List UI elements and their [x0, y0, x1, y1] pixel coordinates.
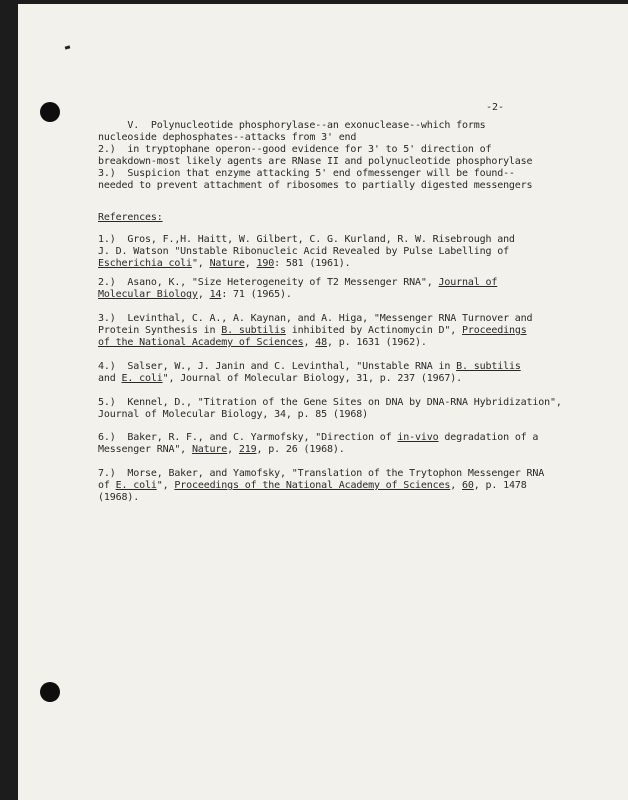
- reference-entry: [98, 361, 521, 385]
- reference-entry: [98, 313, 532, 349]
- reference-text: Messenger RNA",: [98, 444, 192, 455]
- reference-text: , p. 1631 (1962).: [326, 337, 427, 348]
- reference-line: [98, 337, 532, 349]
- reference-text: 5.) Kennel, D., "Titration of the Gene Sites on DNA by DNA-RNA Hybridization",: [98, 397, 562, 408]
- reference-line: [98, 361, 521, 373]
- reference-line: [98, 246, 515, 258]
- reference-text: ,: [303, 337, 316, 348]
- reference-entry: [98, 397, 562, 421]
- reference-entry: [98, 432, 538, 456]
- reference-line: [98, 409, 562, 421]
- reference-text: ", Journal of Molecular Biology, 31, p. 237 (1967).: [162, 373, 462, 384]
- reference-text: Protein Synthesis in: [98, 325, 222, 336]
- reference-text: 1.) Gros, F.,H. Haitt, W. Gilbert, C. G. Kurland, R. W. Risebrough and: [98, 234, 515, 245]
- underlined-text: E. coli: [115, 480, 157, 491]
- reference-line: [98, 258, 515, 270]
- reference-line: [98, 234, 515, 246]
- ink-speck: [65, 45, 71, 49]
- reference-text: 2.) Asano, K., "Size Heterogeneity of T2 Messenger RNA",: [98, 277, 439, 288]
- page-number: -2-: [486, 102, 505, 113]
- underlined-text: B. subtilis: [221, 325, 286, 336]
- note-line: 3.) Suspicion that enzyme attacking 5' end ofmessenger will be found--: [98, 168, 515, 179]
- reference-text: , p. 1478: [473, 480, 527, 491]
- reference-text: ",: [156, 480, 175, 491]
- references-heading: References:: [98, 212, 163, 223]
- reference-entry: [98, 277, 497, 301]
- reference-line: [98, 480, 544, 492]
- underlined-text: B. subtilis: [456, 361, 521, 372]
- reference-text: 6.) Baker, R. F., and C. Yarmofsky, "Direction of: [98, 432, 398, 443]
- reference-text: (1968).: [98, 492, 140, 503]
- underlined-text: 60: [462, 480, 474, 491]
- note-line: breakdown-most likely agents are RNase II and polynucleotide phosphorylase: [98, 156, 533, 167]
- reference-line: [98, 373, 521, 385]
- underlined-text: Nature: [191, 444, 228, 455]
- reference-text: : 71 (1965).: [221, 289, 292, 300]
- reference-line: [98, 468, 544, 480]
- reference-line: [98, 313, 532, 325]
- reference-entry: [98, 234, 515, 270]
- reference-line: [98, 432, 538, 444]
- reference-text: 4.) Salser, W., J. Janin and C. Levinthal, "Unstable RNA in: [98, 361, 457, 372]
- underlined-text: Proceedings: [461, 325, 527, 336]
- underlined-text: Journal of: [438, 277, 498, 288]
- reference-line: [98, 397, 562, 409]
- note-line: V. Polynucleotide phosphorylase--an exonuclease--which forms: [98, 120, 486, 131]
- reference-text: 3.) Levinthal, C. A., A. Kaynan, and A. Higa, "Messenger RNA Turnover and: [98, 313, 533, 324]
- notes-block: [98, 120, 532, 192]
- underlined-text: Molecular Biology: [98, 289, 198, 300]
- reference-entry: [98, 468, 544, 504]
- underlined-text: Escherichia coli: [98, 258, 192, 269]
- reference-text: : 581 (1961).: [274, 258, 351, 269]
- reference-text: of: [98, 480, 116, 491]
- reference-text: inhibited by Actinomycin D",: [285, 325, 462, 336]
- reference-text: ,: [244, 258, 257, 269]
- reference-line: [98, 492, 544, 504]
- note-line: needed to prevent attachment of ribosomes to partially digested messengers: [98, 180, 533, 191]
- reference-text: and: [98, 373, 122, 384]
- reference-line: [98, 277, 497, 289]
- underlined-text: E. coli: [121, 373, 163, 384]
- document-page: [18, 4, 628, 800]
- reference-text: Journal of Molecular Biology, 34, p. 85 (1968): [98, 409, 369, 420]
- underlined-text: 190: [256, 258, 275, 269]
- reference-line: [98, 444, 538, 456]
- underlined-text: Nature: [209, 258, 245, 269]
- note-line: nucleoside dephosphates--attacks from 3' end: [98, 132, 357, 143]
- reference-text: ",: [191, 258, 210, 269]
- reference-text: ,: [197, 289, 210, 300]
- reference-text: 7.) Morse, Baker, and Yamofsky, "Translation of the Trytophon Messenger RNA: [98, 468, 545, 479]
- underlined-text: 219: [238, 444, 257, 455]
- punch-hole-top: [40, 102, 60, 122]
- underlined-text: 48: [315, 337, 327, 348]
- reference-line: [98, 325, 532, 337]
- reference-text: J. D. Watson "Unstable Ribonucleic Acid Revealed by Pulse Labelling of: [98, 246, 509, 257]
- note-line: 2.) in tryptophane operon--good evidence for 3' to 5' direction of: [98, 144, 492, 155]
- underlined-text: of the National Academy of Sciences: [98, 337, 304, 348]
- reference-line: [98, 289, 497, 301]
- punch-hole-bottom: [40, 682, 60, 702]
- underlined-text: in-vivo: [397, 432, 439, 443]
- underlined-text: Proceedings of the National Academy of Sciences: [174, 480, 451, 491]
- reference-text: degradation of a: [438, 432, 539, 443]
- underlined-text: 14: [209, 289, 222, 300]
- reference-text: ,: [227, 444, 239, 455]
- reference-text: , p. 26 (1968).: [256, 444, 345, 455]
- reference-text: ,: [450, 480, 463, 491]
